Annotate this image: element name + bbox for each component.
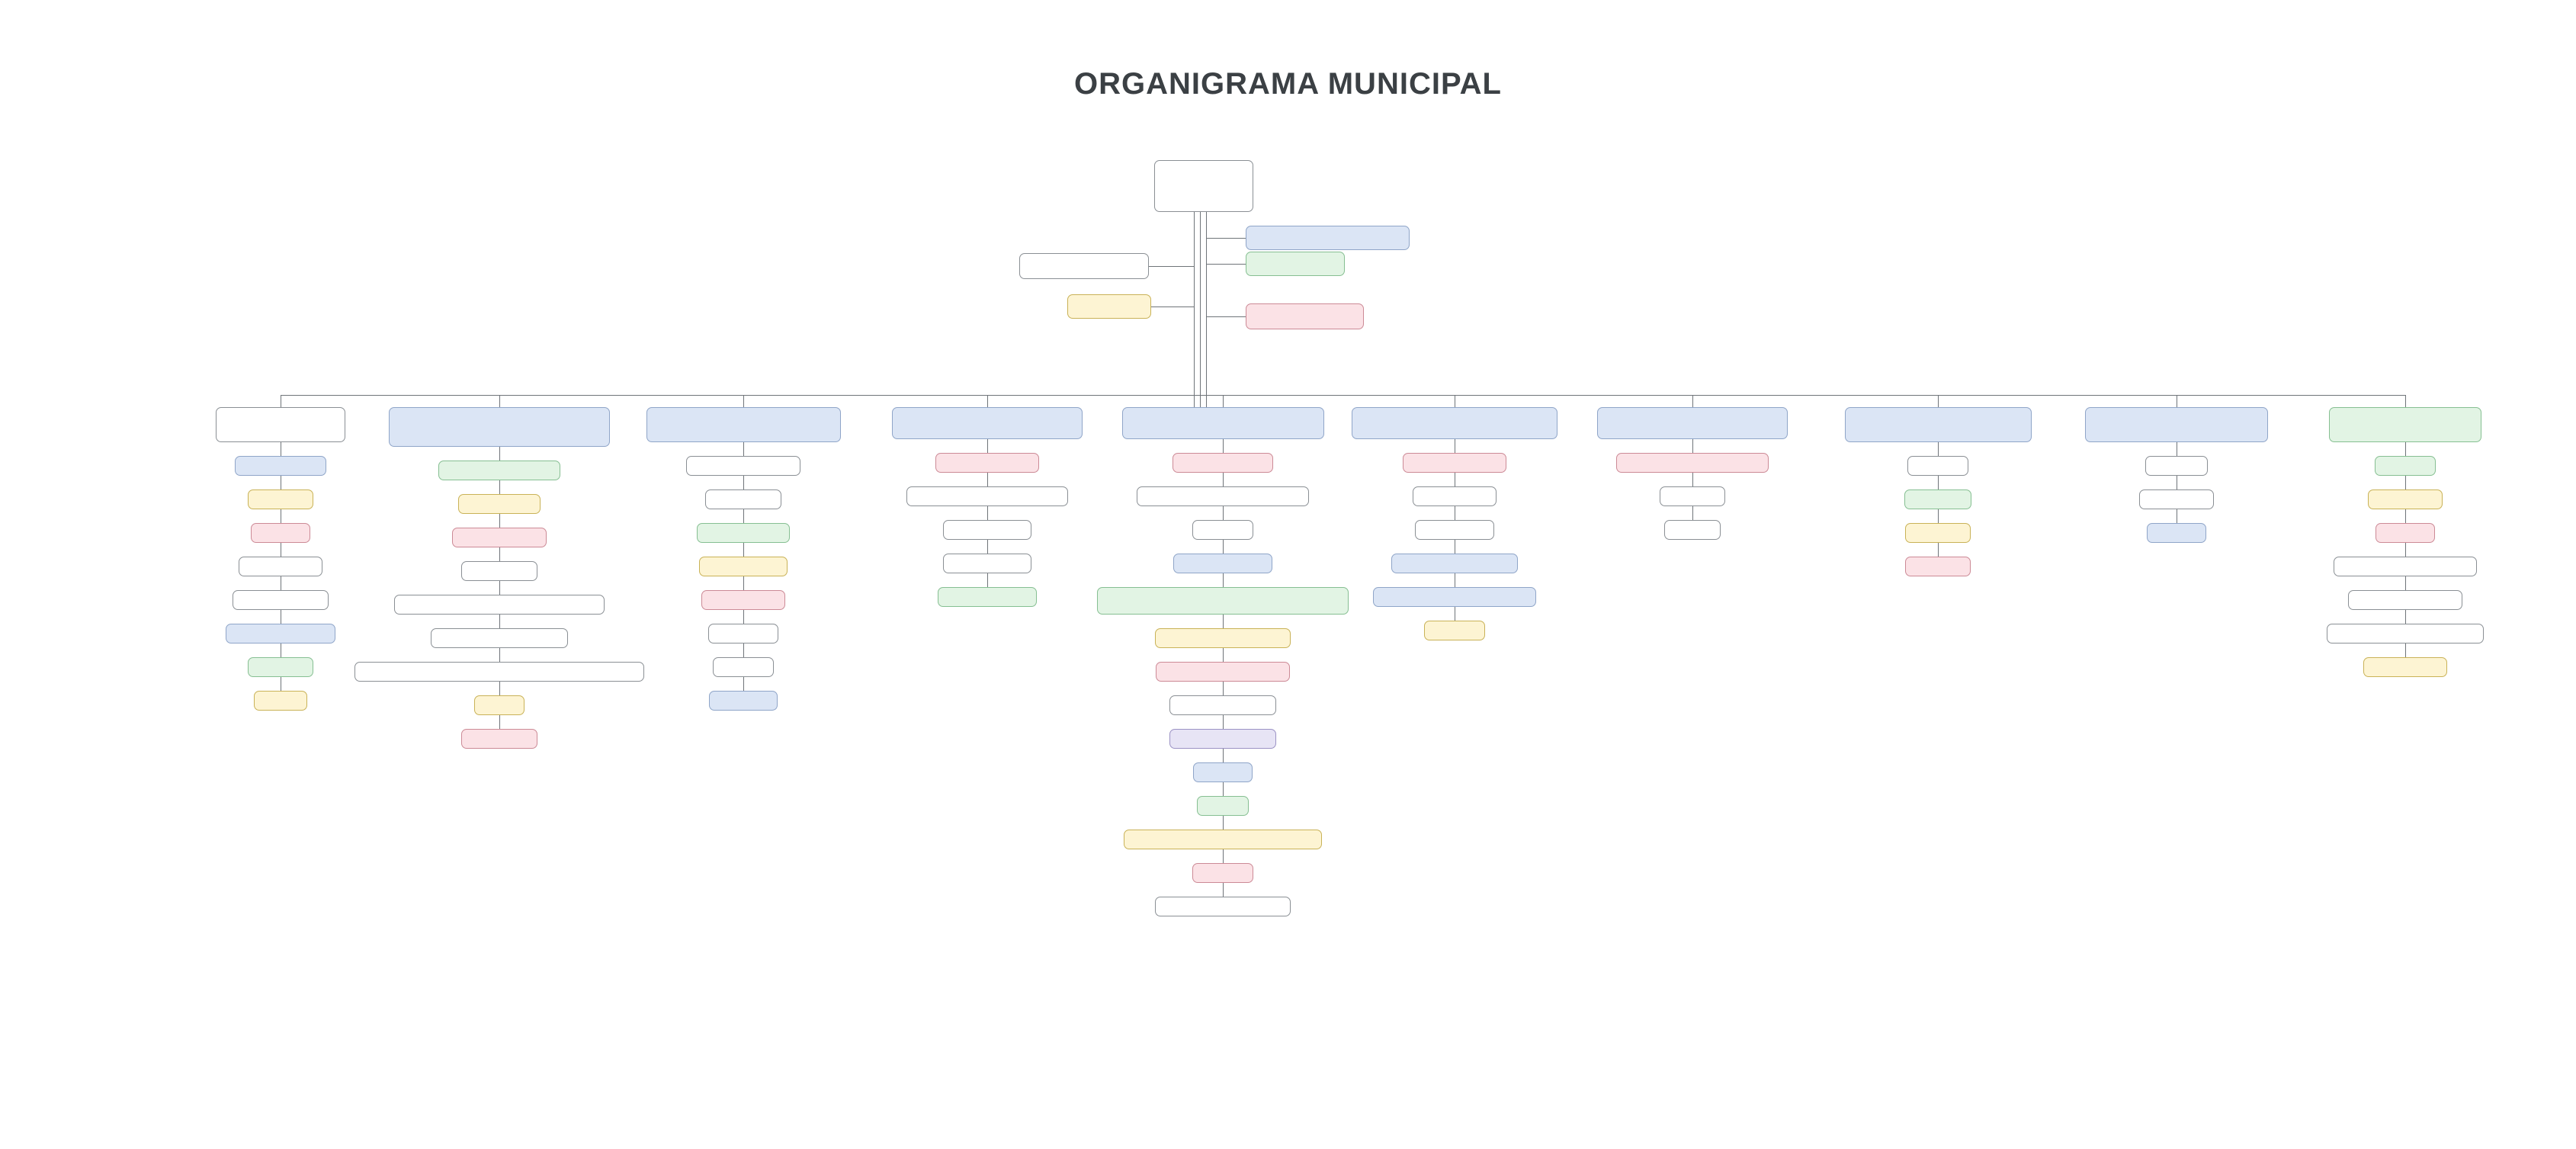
- node-item-4-4[interactable]: [1097, 587, 1349, 615]
- item-connector-2-1: [743, 476, 744, 489]
- item-connector-3-0: [987, 439, 988, 453]
- item-connector-4-1: [1223, 473, 1224, 486]
- node-item-9-1[interactable]: [2368, 489, 2443, 509]
- item-connector-7-2: [1938, 509, 1939, 523]
- item-connector-1-5: [499, 615, 500, 628]
- department-stem-2: [743, 395, 744, 407]
- trunk-to-bus: [1200, 366, 1201, 395]
- node-item-0-5[interactable]: [226, 624, 335, 644]
- item-connector-4-7: [1223, 682, 1224, 695]
- node-item-7-3[interactable]: [1905, 557, 1971, 576]
- item-connector-2-3: [743, 543, 744, 557]
- item-connector-3-1: [987, 473, 988, 486]
- item-connector-9-6: [2405, 644, 2406, 657]
- item-connector-3-4: [987, 573, 988, 587]
- node-department-head-1[interactable]: [389, 407, 610, 447]
- node-department-head-7[interactable]: [1845, 407, 2032, 442]
- item-connector-4-8: [1223, 715, 1224, 729]
- node-item-5-1[interactable]: [1413, 486, 1497, 506]
- node-staff-1[interactable]: [1067, 294, 1151, 319]
- node-item-3-4[interactable]: [938, 587, 1037, 607]
- node-item-9-0[interactable]: [2375, 456, 2436, 476]
- node-staff-0[interactable]: [1019, 253, 1149, 279]
- node-item-7-1[interactable]: [1904, 489, 1971, 509]
- node-item-4-12[interactable]: [1192, 863, 1253, 883]
- node-department-head-0[interactable]: [216, 407, 345, 442]
- node-item-1-5[interactable]: [431, 628, 568, 648]
- node-item-1-4[interactable]: [394, 595, 605, 615]
- node-item-2-6[interactable]: [713, 657, 774, 677]
- node-item-5-5[interactable]: [1424, 621, 1485, 640]
- item-connector-2-6: [743, 644, 744, 657]
- node-item-3-3[interactable]: [943, 554, 1031, 573]
- node-item-0-6[interactable]: [248, 657, 313, 677]
- node-item-4-6[interactable]: [1156, 662, 1290, 682]
- node-item-2-7[interactable]: [709, 691, 778, 711]
- staff-connector-3: [1206, 264, 1246, 265]
- node-staff-4[interactable]: [1246, 303, 1364, 329]
- item-connector-2-7: [743, 677, 744, 691]
- node-item-4-5[interactable]: [1155, 628, 1291, 648]
- node-item-4-3[interactable]: [1173, 554, 1272, 573]
- node-item-4-10[interactable]: [1197, 796, 1249, 816]
- node-item-0-0[interactable]: [235, 456, 326, 476]
- node-item-2-0[interactable]: [686, 456, 800, 476]
- node-item-3-2[interactable]: [943, 520, 1031, 540]
- node-item-2-2[interactable]: [697, 523, 790, 543]
- item-connector-4-11: [1223, 816, 1224, 830]
- node-item-4-1[interactable]: [1137, 486, 1309, 506]
- node-item-5-4[interactable]: [1373, 587, 1536, 607]
- node-item-4-0[interactable]: [1173, 453, 1273, 473]
- node-item-1-8[interactable]: [461, 729, 537, 749]
- node-department-head-5[interactable]: [1352, 407, 1557, 439]
- node-item-9-2[interactable]: [2376, 523, 2435, 543]
- item-connector-1-1: [499, 480, 500, 494]
- node-item-2-5[interactable]: [708, 624, 778, 644]
- staff-connector-4: [1206, 316, 1246, 317]
- item-connector-2-4: [743, 576, 744, 590]
- department-stem-6: [1692, 395, 1693, 407]
- item-connector-4-4: [1223, 573, 1224, 587]
- department-stem-9: [2405, 395, 2406, 407]
- item-connector-1-4: [499, 581, 500, 595]
- item-connector-9-2: [2405, 509, 2406, 523]
- node-item-4-7[interactable]: [1169, 695, 1276, 715]
- staff-connector-0: [1149, 266, 1194, 267]
- item-connector-4-13: [1223, 883, 1224, 897]
- node-item-4-9[interactable]: [1193, 762, 1253, 782]
- node-department-head-6[interactable]: [1597, 407, 1788, 439]
- node-item-6-2[interactable]: [1664, 520, 1721, 540]
- node-item-2-1[interactable]: [705, 489, 781, 509]
- staff-left-drop: [1194, 265, 1195, 307]
- item-connector-6-2: [1692, 506, 1693, 520]
- item-connector-6-0: [1692, 439, 1693, 453]
- node-item-1-2[interactable]: [452, 528, 547, 547]
- item-connector-1-0: [499, 447, 500, 461]
- item-connector-4-5: [1223, 615, 1224, 628]
- department-stem-7: [1938, 395, 1939, 407]
- node-item-1-7[interactable]: [474, 695, 525, 715]
- item-connector-4-6: [1223, 648, 1224, 662]
- node-item-0-4[interactable]: [233, 590, 329, 610]
- item-connector-1-8: [499, 715, 500, 729]
- node-item-9-6[interactable]: [2363, 657, 2447, 677]
- item-connector-3-3: [987, 540, 988, 554]
- node-item-7-2[interactable]: [1905, 523, 1971, 543]
- node-item-7-0[interactable]: [1907, 456, 1968, 476]
- node-item-9-4[interactable]: [2348, 590, 2462, 610]
- item-connector-1-6: [499, 648, 500, 662]
- item-connector-7-0: [1938, 442, 1939, 456]
- department-stem-1: [499, 395, 500, 407]
- item-connector-9-0: [2405, 442, 2406, 456]
- node-item-1-3[interactable]: [461, 561, 537, 581]
- node-item-6-1[interactable]: [1660, 486, 1725, 506]
- node-item-2-3[interactable]: [699, 557, 788, 576]
- node-item-8-0[interactable]: [2145, 456, 2208, 476]
- item-connector-4-12: [1223, 849, 1224, 863]
- department-bus-line: [281, 395, 2405, 396]
- node-alcaldia[interactable]: [1154, 160, 1253, 212]
- staff-connector-2: [1206, 238, 1246, 239]
- item-connector-2-2: [743, 509, 744, 523]
- node-item-4-2[interactable]: [1192, 520, 1253, 540]
- node-item-1-1[interactable]: [458, 494, 541, 514]
- page-title: ORGANIGRAMA MUNICIPAL: [1074, 67, 1502, 101]
- node-item-0-2[interactable]: [251, 523, 310, 543]
- item-connector-9-4: [2405, 576, 2406, 590]
- node-staff-2[interactable]: [1246, 226, 1410, 250]
- node-department-head-3[interactable]: [892, 407, 1083, 439]
- node-item-6-0[interactable]: [1616, 453, 1769, 473]
- node-item-9-3[interactable]: [2334, 557, 2477, 576]
- node-item-0-3[interactable]: [239, 557, 322, 576]
- item-connector-6-1: [1692, 473, 1693, 486]
- node-item-4-13[interactable]: [1155, 897, 1291, 916]
- node-item-9-5[interactable]: [2327, 624, 2484, 644]
- item-connector-9-5: [2405, 610, 2406, 624]
- item-connector-7-1: [1938, 476, 1939, 489]
- node-item-4-11[interactable]: [1124, 830, 1322, 849]
- node-item-1-0[interactable]: [438, 461, 560, 480]
- node-item-2-4[interactable]: [701, 590, 785, 610]
- item-connector-9-1: [2405, 476, 2406, 489]
- node-item-5-2[interactable]: [1415, 520, 1494, 540]
- trunk-line-left: [1194, 212, 1195, 418]
- item-connector-1-2: [499, 514, 500, 528]
- staff-right-drop: [1206, 238, 1207, 316]
- item-connector-4-2: [1223, 506, 1224, 520]
- node-item-1-6[interactable]: [354, 662, 644, 682]
- node-department-head-9[interactable]: [2329, 407, 2481, 442]
- node-department-head-4[interactable]: [1122, 407, 1324, 439]
- node-department-head-2[interactable]: [646, 407, 841, 442]
- node-item-5-3[interactable]: [1391, 554, 1518, 573]
- node-item-0-7[interactable]: [254, 691, 307, 711]
- item-connector-1-7: [499, 682, 500, 695]
- item-connector-9-3: [2405, 543, 2406, 557]
- node-item-0-1[interactable]: [248, 489, 313, 509]
- node-staff-3[interactable]: [1246, 252, 1345, 276]
- node-item-3-1[interactable]: [906, 486, 1068, 506]
- item-connector-2-5: [743, 610, 744, 624]
- node-item-4-8[interactable]: [1169, 729, 1276, 749]
- node-item-8-2[interactable]: [2147, 523, 2206, 543]
- item-connector-4-10: [1223, 782, 1224, 796]
- node-item-5-0[interactable]: [1403, 453, 1506, 473]
- node-department-head-8[interactable]: [2085, 407, 2268, 442]
- node-item-8-1[interactable]: [2139, 489, 2214, 509]
- item-connector-2-0: [743, 442, 744, 456]
- item-connector-4-9: [1223, 749, 1224, 762]
- item-connector-3-2: [987, 506, 988, 520]
- item-connector-4-0: [1223, 439, 1224, 453]
- department-stem-3: [987, 395, 988, 407]
- item-connector-7-3: [1938, 543, 1939, 557]
- item-connector-4-3: [1223, 540, 1224, 554]
- department-stem-4: [1223, 395, 1224, 407]
- item-connector-1-3: [499, 547, 500, 561]
- node-item-3-0[interactable]: [935, 453, 1039, 473]
